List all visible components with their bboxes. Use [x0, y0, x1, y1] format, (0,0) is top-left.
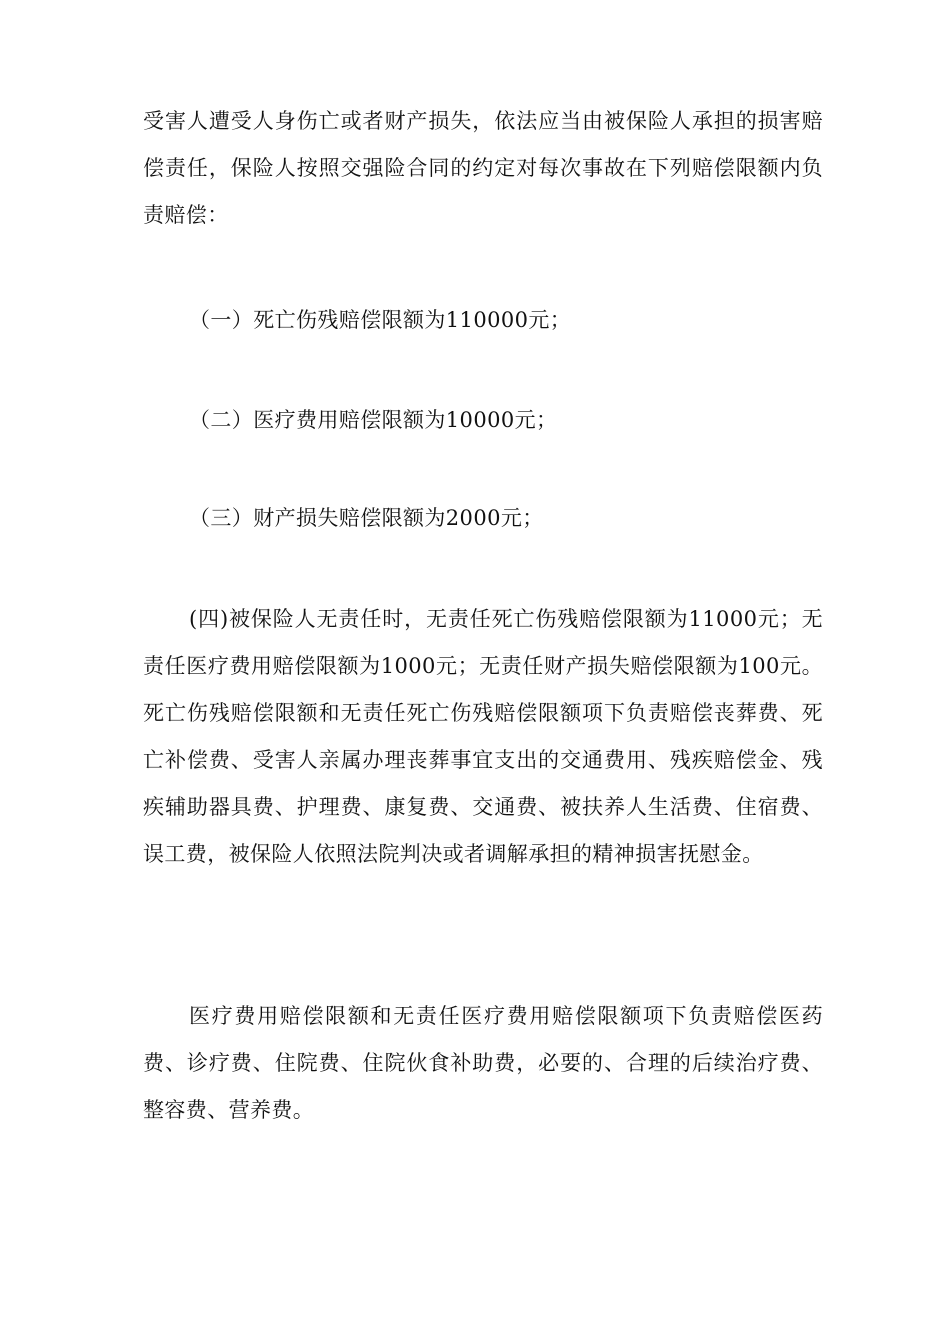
paragraph-medical: 医疗费用赔偿限额和无责任医疗费用赔偿限额项下负责赔偿医药费、诊疗费、住院费、住院伙食补助费，必要的、合理的后续治疗费、整容费、营养费。	[143, 1004, 823, 1122]
paragraph-item-4: (四)被保险人无责任时，无责任死亡伤残赔偿限额为11000元；无责任医疗费用赔偿限额为1000元；无责任财产损失赔偿限额为100元。死亡伤残赔偿限额和无责任死亡伤残赔偿限额项下负责赔偿丧葬费、死亡补偿费、受害人亲属办理丧葬事宜支出的交通费用、残疾赔偿金、残疾辅助器具费、护理费、康复费、交通费、被扶养人生活费、住宿费、误工费，被保险人依照法院判决或者调解承担的精神损害抚慰金。	[143, 607, 823, 866]
paragraph-item-2: （二）医疗费用赔偿限额为10000元；	[189, 408, 558, 432]
paragraph-item-3: （三）财产损失赔偿限额为2000元；	[189, 506, 544, 530]
paragraph-item-1: （一）死亡伤残赔偿限额为110000元；	[189, 308, 572, 332]
paragraph-intro: 受害人遭受人身伤亡或者财产损失，依法应当由被保险人承担的损害赔偿责任，保险人按照交强险合同的约定对每次事故在下列赔偿限额内负责赔偿：	[143, 109, 823, 227]
